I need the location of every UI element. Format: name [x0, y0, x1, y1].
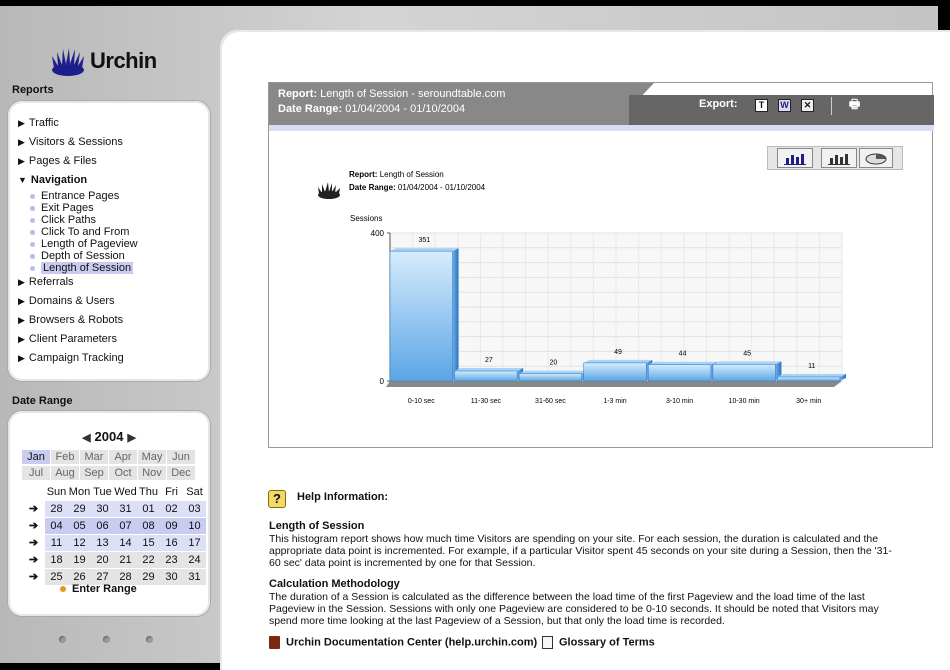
urchin-logo-icon — [50, 46, 86, 76]
plot-area — [371, 229, 846, 405]
bullet-icon — [30, 194, 35, 199]
sub-label: Length of Session — [43, 262, 132, 274]
day-cell[interactable]: 23 — [160, 552, 183, 568]
help-paragraph-length: This histogram report shows how much time Visitors are spending on your site. For each session, the duration is calculated and the appropriate data point is incremented. For example, if a particular Visitor spent 45 seconds on your site during a Session, then the '31-60 sec' data point is incremented by one for that Session. — [269, 533, 892, 569]
week-row — [22, 535, 206, 551]
week-row — [22, 552, 206, 568]
logo-text: Urchin — [90, 48, 157, 73]
day-cell[interactable]: 24 — [183, 552, 206, 568]
day-cell[interactable]: 16 — [160, 535, 183, 551]
bar-top — [519, 371, 588, 374]
urchin-small-icon — [318, 182, 340, 199]
day-header: Sat — [186, 486, 203, 498]
bar — [777, 377, 840, 381]
length-of-session-chart — [317, 170, 877, 423]
x-tick-label: 0-10 sec — [407, 398, 435, 405]
month-apr[interactable]: Apr — [109, 450, 137, 464]
decorative-dot — [146, 636, 153, 643]
book-icon — [269, 636, 280, 649]
date-range-value: 01/04/2004 - 01/10/2004 — [345, 103, 466, 115]
bar-value-label: 44 — [678, 350, 687, 358]
nav-pages-files[interactable] — [18, 155, 97, 167]
x-tick-label: 11-30 sec — [470, 398, 501, 405]
doc-link-label: Urchin Documentation Center (help.urchin.com) — [286, 636, 538, 649]
day-cell[interactable]: 25 — [45, 569, 68, 585]
day-cell[interactable]: 06 — [91, 518, 114, 534]
next-year-icon[interactable]: ▶ — [127, 432, 136, 444]
select-week-arrow-icon[interactable]: ➔ — [22, 518, 45, 534]
nav-campaign-tracking[interactable] — [18, 352, 124, 364]
triangle-right-icon: ▶ — [18, 156, 25, 166]
chart-caption — [318, 170, 486, 199]
day-cell[interactable]: 14 — [114, 535, 137, 551]
chart-report-line — [349, 170, 444, 179]
month-aug[interactable]: Aug — [51, 466, 79, 480]
bullet-icon — [30, 266, 35, 271]
nav-label: Navigation — [30, 174, 88, 186]
day-cell[interactable]: 22 — [137, 552, 160, 568]
day-header: Tue — [93, 486, 112, 498]
page — [0, 6, 938, 663]
sub-click-to-from[interactable] — [30, 226, 129, 238]
help-heading-length: Length of Session — [269, 520, 365, 532]
chart-report-label: Report: — [349, 170, 378, 179]
bar — [648, 365, 711, 381]
nav-label: Domains & Users — [28, 295, 115, 307]
chart-date-label: Date Range: — [349, 183, 396, 192]
month-jul[interactable]: Jul — [22, 466, 50, 480]
day-cell[interactable]: 20 — [91, 552, 114, 568]
enter-range-label: Enter Range — [72, 583, 137, 595]
bar — [713, 364, 776, 381]
nav-label: Client Parameters — [28, 333, 117, 345]
reports-panel — [8, 101, 210, 381]
sub-label: Click To and From — [41, 226, 130, 238]
divider — [831, 97, 832, 115]
sub-exit-pages[interactable] — [30, 202, 94, 214]
day-cell[interactable]: 07 — [114, 518, 137, 534]
day-header: Thu — [139, 486, 158, 498]
x-tick-label: 30+ min — [796, 398, 822, 405]
day-cell[interactable]: 17 — [183, 535, 206, 551]
bar-chart-3d-icon — [822, 149, 856, 167]
y-tick-label: 0 — [379, 377, 384, 386]
triangle-right-icon: ▶ — [18, 277, 25, 287]
day-cell[interactable]: 26 — [68, 569, 91, 585]
sub-length-of-session[interactable] — [30, 262, 133, 274]
day-header: Wed — [114, 486, 137, 498]
sub-label: Entrance Pages — [41, 190, 120, 202]
sub-length-of-pageview[interactable] — [30, 238, 138, 250]
select-week-arrow-icon[interactable]: ➔ — [22, 569, 45, 585]
triangle-right-icon: ▶ — [18, 296, 25, 306]
day-cell[interactable]: 02 — [160, 501, 183, 517]
bar-top — [648, 362, 717, 365]
months-row-2 — [22, 466, 195, 480]
report-name: Length of Session - seroundtable.com — [320, 88, 506, 100]
day-header: Sun — [46, 486, 67, 498]
day-cell[interactable]: 05 — [68, 518, 91, 534]
week-row — [22, 501, 206, 517]
date-range-line — [278, 103, 465, 115]
sub-label: Click Paths — [41, 214, 97, 226]
report-label: Report: — [278, 88, 318, 100]
day-header: Fri — [165, 486, 178, 498]
bar-value-label: 351 — [418, 237, 431, 245]
documentation-center-link[interactable] — [269, 636, 537, 649]
bar-top — [777, 374, 846, 377]
chart-report-name: Length of Session — [379, 170, 444, 179]
year-label: 2004 — [94, 429, 124, 444]
day-cell[interactable]: 27 — [91, 569, 114, 585]
nav-navigation[interactable] — [18, 174, 87, 186]
bar-side — [453, 248, 459, 381]
export-text-icon[interactable]: T — [755, 99, 768, 112]
bar — [584, 363, 647, 381]
sub-label: Length of Pageview — [41, 238, 138, 250]
bar-top — [455, 368, 524, 371]
day-cell[interactable]: 13 — [91, 535, 114, 551]
date-range-label: Date Range: — [278, 103, 343, 115]
nav-visitors-sessions[interactable] — [18, 136, 123, 148]
day-cell[interactable]: 03 — [183, 501, 206, 517]
bar-value-label: 45 — [743, 350, 752, 358]
decorative-dot — [103, 636, 110, 643]
day-cell[interactable]: 15 — [137, 535, 160, 551]
help-paragraph-methodology: The duration of a Session is calculated as the difference between the load time of the first Pageview and the load time of the last Pageview in the Session. Sessions with only one Pageview are considered to be 0-10 seconds. It should be noted that Visitors may spend more time looking at the last Pageview of a Session, but that only the load time is recorded. — [269, 591, 879, 627]
triangle-right-icon: ▶ — [18, 118, 25, 128]
x-tick-label: 3-10 min — [665, 398, 694, 405]
chart-date-range: 01/04/2004 - 01/10/2004 — [397, 183, 486, 192]
nav-label: Pages & Files — [28, 155, 97, 167]
bar-chart-3d-view-button[interactable] — [821, 148, 857, 168]
bar-top — [713, 361, 782, 364]
day-cell[interactable]: 28 — [45, 501, 68, 517]
bar-value-label: 49 — [614, 348, 622, 356]
glossary-link[interactable] — [542, 636, 655, 649]
day-cell[interactable]: 09 — [160, 518, 183, 534]
sub-label: Exit Pages — [41, 202, 94, 214]
months-row-1 — [22, 450, 195, 464]
nav-label: Browsers & Robots — [28, 314, 124, 326]
nav-browsers-robots[interactable] — [18, 314, 123, 326]
sub-entrance-pages[interactable] — [30, 190, 119, 202]
report-box — [268, 82, 933, 448]
chart-date-line — [349, 183, 486, 192]
x-tick-label: 31-60 sec — [535, 398, 566, 405]
triangle-right-icon: ▶ — [18, 315, 25, 325]
glossary-link-label: Glossary of Terms — [559, 636, 655, 649]
week-row — [22, 518, 206, 534]
decorative-dot — [59, 636, 66, 643]
select-week-arrow-icon[interactable]: ➔ — [22, 535, 45, 551]
bar-value-label: 11 — [808, 362, 816, 370]
sub-click-paths[interactable] — [30, 214, 96, 226]
bar — [455, 371, 518, 381]
bar-chart-icon — [778, 149, 812, 167]
month-nov[interactable]: Nov — [138, 466, 166, 480]
x-tick-label: 10-30 min — [728, 398, 760, 405]
urchin-logo[interactable] — [50, 44, 200, 80]
day-cell[interactable]: 19 — [68, 552, 91, 568]
prev-year-icon[interactable]: ◀ — [82, 432, 91, 444]
triangle-right-icon: ▶ — [18, 137, 25, 147]
day-cell[interactable]: 28 — [114, 569, 137, 585]
bar-chart-view-button[interactable] — [777, 148, 813, 168]
help-question-icon: ? — [268, 490, 286, 508]
bullet-icon — [60, 586, 66, 592]
nav-traffic[interactable] — [18, 117, 59, 129]
bar — [519, 374, 582, 381]
bar-top — [584, 360, 653, 363]
day-cell[interactable]: 10 — [183, 518, 206, 534]
report-name-line — [278, 88, 505, 100]
month-oct[interactable]: Oct — [109, 466, 137, 480]
export-label: Export: — [699, 98, 738, 110]
month-may[interactable]: May — [138, 450, 166, 464]
day-cell[interactable]: 31 — [183, 569, 206, 585]
day-header: Mon — [68, 486, 91, 498]
help-title: Help Information: — [297, 491, 389, 503]
bullet-icon — [30, 242, 35, 247]
calendar — [22, 484, 206, 586]
day-cell[interactable]: 29 — [137, 569, 160, 585]
y-tick-label: 400 — [370, 229, 384, 238]
day-cell[interactable]: 30 — [91, 501, 114, 517]
day-cell[interactable]: 12 — [68, 535, 91, 551]
day-cell[interactable]: 31 — [114, 501, 137, 517]
nav-referrals[interactable] — [18, 276, 74, 288]
bullet-icon — [30, 230, 35, 235]
nav-label: Visitors & Sessions — [28, 136, 123, 148]
pie-chart-view-button[interactable] — [859, 148, 893, 168]
export-word-icon[interactable]: W — [778, 99, 791, 112]
day-cell[interactable]: 04 — [45, 518, 68, 534]
month-feb[interactable]: Feb — [51, 450, 79, 464]
year-selector — [8, 429, 210, 444]
report-header — [269, 83, 934, 125]
month-jan[interactable]: Jan — [22, 450, 50, 464]
day-cell[interactable]: 08 — [137, 518, 160, 534]
nav-label: Campaign Tracking — [28, 352, 124, 364]
month-mar[interactable]: Mar — [80, 450, 108, 464]
bar-value-label: 27 — [484, 357, 493, 365]
sub-depth-of-session[interactable] — [30, 250, 125, 262]
main-content — [220, 30, 950, 670]
pie-chart-icon — [860, 149, 892, 167]
day-cell[interactable]: 11 — [45, 535, 68, 551]
enter-range-button[interactable] — [60, 583, 137, 595]
day-headers — [22, 484, 206, 500]
date-range-panel — [8, 411, 210, 616]
select-week-arrow-icon[interactable]: ➔ — [22, 501, 45, 517]
triangle-right-icon: ▶ — [18, 334, 25, 344]
chart-floor — [386, 381, 842, 387]
bar-top — [390, 248, 459, 251]
day-cell[interactable]: 21 — [114, 552, 137, 568]
nav-domains-users[interactable] — [18, 295, 115, 307]
month-jun[interactable]: Jun — [167, 450, 195, 464]
select-week-arrow-icon[interactable]: ➔ — [22, 552, 45, 568]
triangle-right-icon: ▶ — [18, 353, 25, 363]
month-dec[interactable]: Dec — [167, 466, 195, 480]
day-cell[interactable]: 29 — [68, 501, 91, 517]
sub-label: Depth of Session — [41, 250, 125, 262]
nav-client-parameters[interactable] — [18, 333, 117, 345]
nav-label: Traffic — [28, 117, 59, 129]
bar — [390, 251, 453, 381]
document-icon — [542, 636, 553, 649]
day-cell[interactable]: 01 — [137, 501, 160, 517]
header-stripe — [269, 125, 934, 131]
triangle-down-icon: ▼ — [18, 175, 27, 185]
date-range-title: Date Range — [12, 395, 73, 407]
export-excel-icon[interactable]: ✕ — [801, 99, 814, 112]
bullet-icon — [30, 254, 35, 259]
y-axis-label: Sessions — [350, 214, 383, 223]
bar-value-label: 20 — [549, 359, 558, 367]
reports-title: Reports — [12, 84, 54, 96]
month-sep[interactable]: Sep — [80, 466, 108, 480]
day-cell[interactable]: 18 — [45, 552, 68, 568]
day-cell[interactable]: 30 — [160, 569, 183, 585]
print-icon[interactable]: 🖶 — [848, 97, 861, 111]
blank-cell — [22, 484, 45, 500]
bullet-icon — [30, 206, 35, 211]
help-heading-methodology: Calculation Methodology — [269, 578, 400, 590]
nav-label: Referrals — [28, 276, 74, 288]
bullet-icon — [30, 218, 35, 223]
x-tick-label: 1-3 min — [603, 398, 627, 405]
